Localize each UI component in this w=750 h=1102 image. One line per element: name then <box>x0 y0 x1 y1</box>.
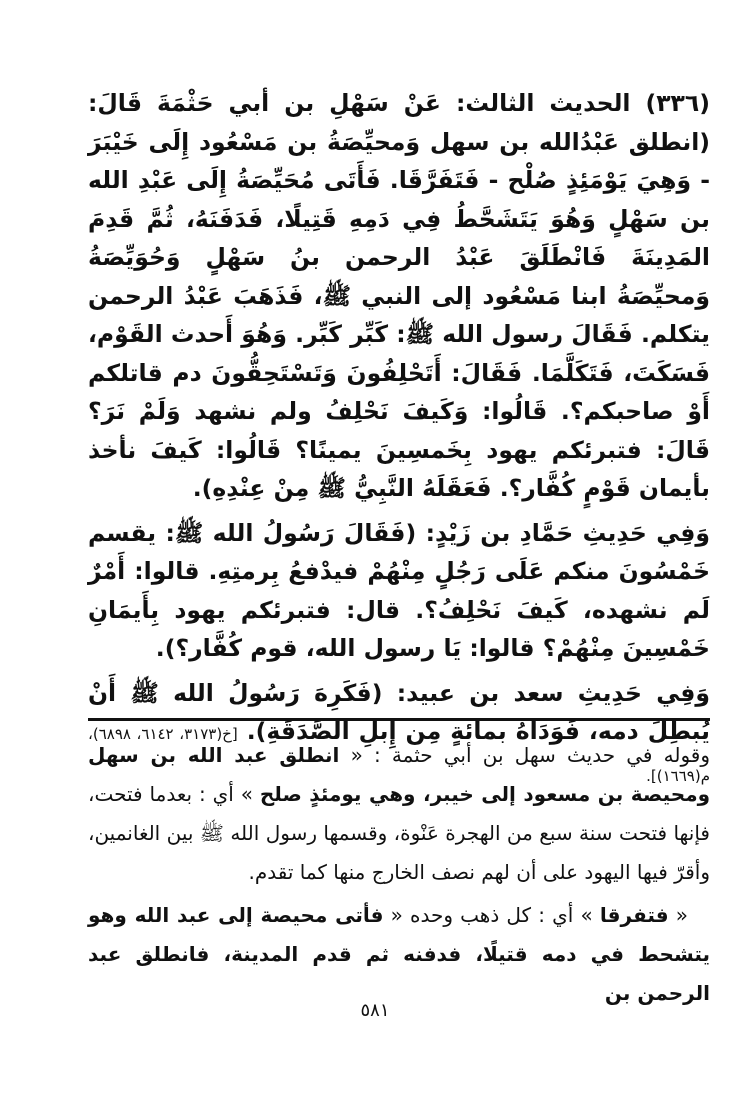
commentary-section <box>88 736 710 1013</box>
page-number: ٥٨١ <box>360 1000 390 1021</box>
commentary-p2-quote-1: فتفرقا <box>599 903 669 927</box>
commentary-p1-rest: » أي : بعدما فتحت، فإنها فتحت سنة سبع من الهجرة عَنْوة، وقسمها رسول الله ﷺ بين الغانمين، وأقرّ فيها اليهود على أن لهم نصف الخارج منها كما تقدم. <box>88 782 710 884</box>
section-divider <box>88 718 710 721</box>
hadith-paragraph-1: (٣٣٦) الحديث الثالث: عَنْ سَهْلِ بن أبي حَثْمَةَ قَالَ: (انطلق عَبْدُالله بن سهل وَمحيِّصَةُ بن مَسْعُود إِلَى خَيْبَرَ - وَهِيَ يَوْمَئِذٍ صُلْح - فَتَفَرَّقَا. فَأَتَى مُحَيِّصَةُ إِلَى عَبْدِ الله بن سَهْلٍ وَهُوَ يَتَشَحَّطُ فِي دَمِهِ قَتِيلًا، فَدَفَنَهُ، ثُمَّ قَدِمَ المَدِينَةَ فَانْطَلَقَ عَبْدُ الرحمن بنُ سَهْلٍ وَحُوَيِّصَةُ وَمحيِّصَةُ ابنا مَسْعُود إلى النبي ﷺ، فَذَهَبَ عَبْدُ الرحمن يتكلم. فَقَالَ رسول الله ﷺ: كَبِّر كَبِّر. وَهُوَ أَحدث القَوْم، فَسَكَتَ، فَتَكَلَّمَا. فَقَالَ: أَتَحْلِفُونَ وَتَسْتَحِقُّونَ دم قاتلكم أَوْ صاحبكم؟. قَالُوا: وَكَيفَ نَحْلِفُ ولم نشهد وَلَمْ نَرَ؟ قَالَ: فتبرئكم يهود بِخَمسِينَ يمينًا؟ قَالُوا: كَيفَ نأخذ بأيمان قَوْمٍ كُفَّار؟. فَعَقَلَهُ النَّبِيُّ ﷺ مِنْ عِنْدِهِ). <box>88 89 710 502</box>
commentary-p1-quote: انطلق عبد الله بن سهل ومحيصة بن مسعود إلى خيبر، وهي يومئذٍ صلح <box>88 743 711 806</box>
commentary-p2-quote-2: فأتى محيصة إلى عبد الله وهو يتشحط في دمه قتيلًا، فدفنه ثم قدم المدينة، فانطلق عبد الرحمن بن <box>88 903 710 1005</box>
commentary-p2-mid: » أي : كل ذهب وحده « <box>390 903 593 927</box>
hadith-paragraph-2: وَفِي حَدِيثِ حَمَّادِ بن زَيْدٍ: (فَقَالَ رَسُولُ الله ﷺ: يقسم خَمْسُونَ منكم عَلَى رَجُلٍ مِنْهُمْ فيدْفعُ بِرمتِهِ. قالوا: أَمْرٌ لَم نشهده، كَيفَ نَحْلِفُ؟. قال: فتبرئكم يهود بِأَيمَانِ خَمْسِينَ مِنْهُمْ؟ قالوا: يَا رسول الله، قوم كُفَّار؟). <box>88 518 710 662</box>
hadith-section <box>88 84 710 795</box>
hadith-references: [خ(٣١٧٣، ٦١٤٢، ٦٨٩٨)، م(١٦٦٩)]. <box>88 725 710 785</box>
hadith-text <box>88 84 710 795</box>
commentary-p2-open: « <box>675 903 689 927</box>
commentary-paragraph-2 <box>88 896 710 1013</box>
commentary-paragraph-1 <box>88 736 710 892</box>
hadith-paragraph-3-text: وَفِي حَدِيثِ سعد بن عبيد: (فَكَرِهَ رَسُولُ الله ﷺ أَنْ يُبطِلَ دمه، فَوَدَاهُ بمائةٍ مِن إِبلِ الصَّدَقَةِ). <box>88 678 711 745</box>
commentary-p1-intro: وقوله في حديث سهل بن أبي حثمة : « <box>350 743 710 767</box>
